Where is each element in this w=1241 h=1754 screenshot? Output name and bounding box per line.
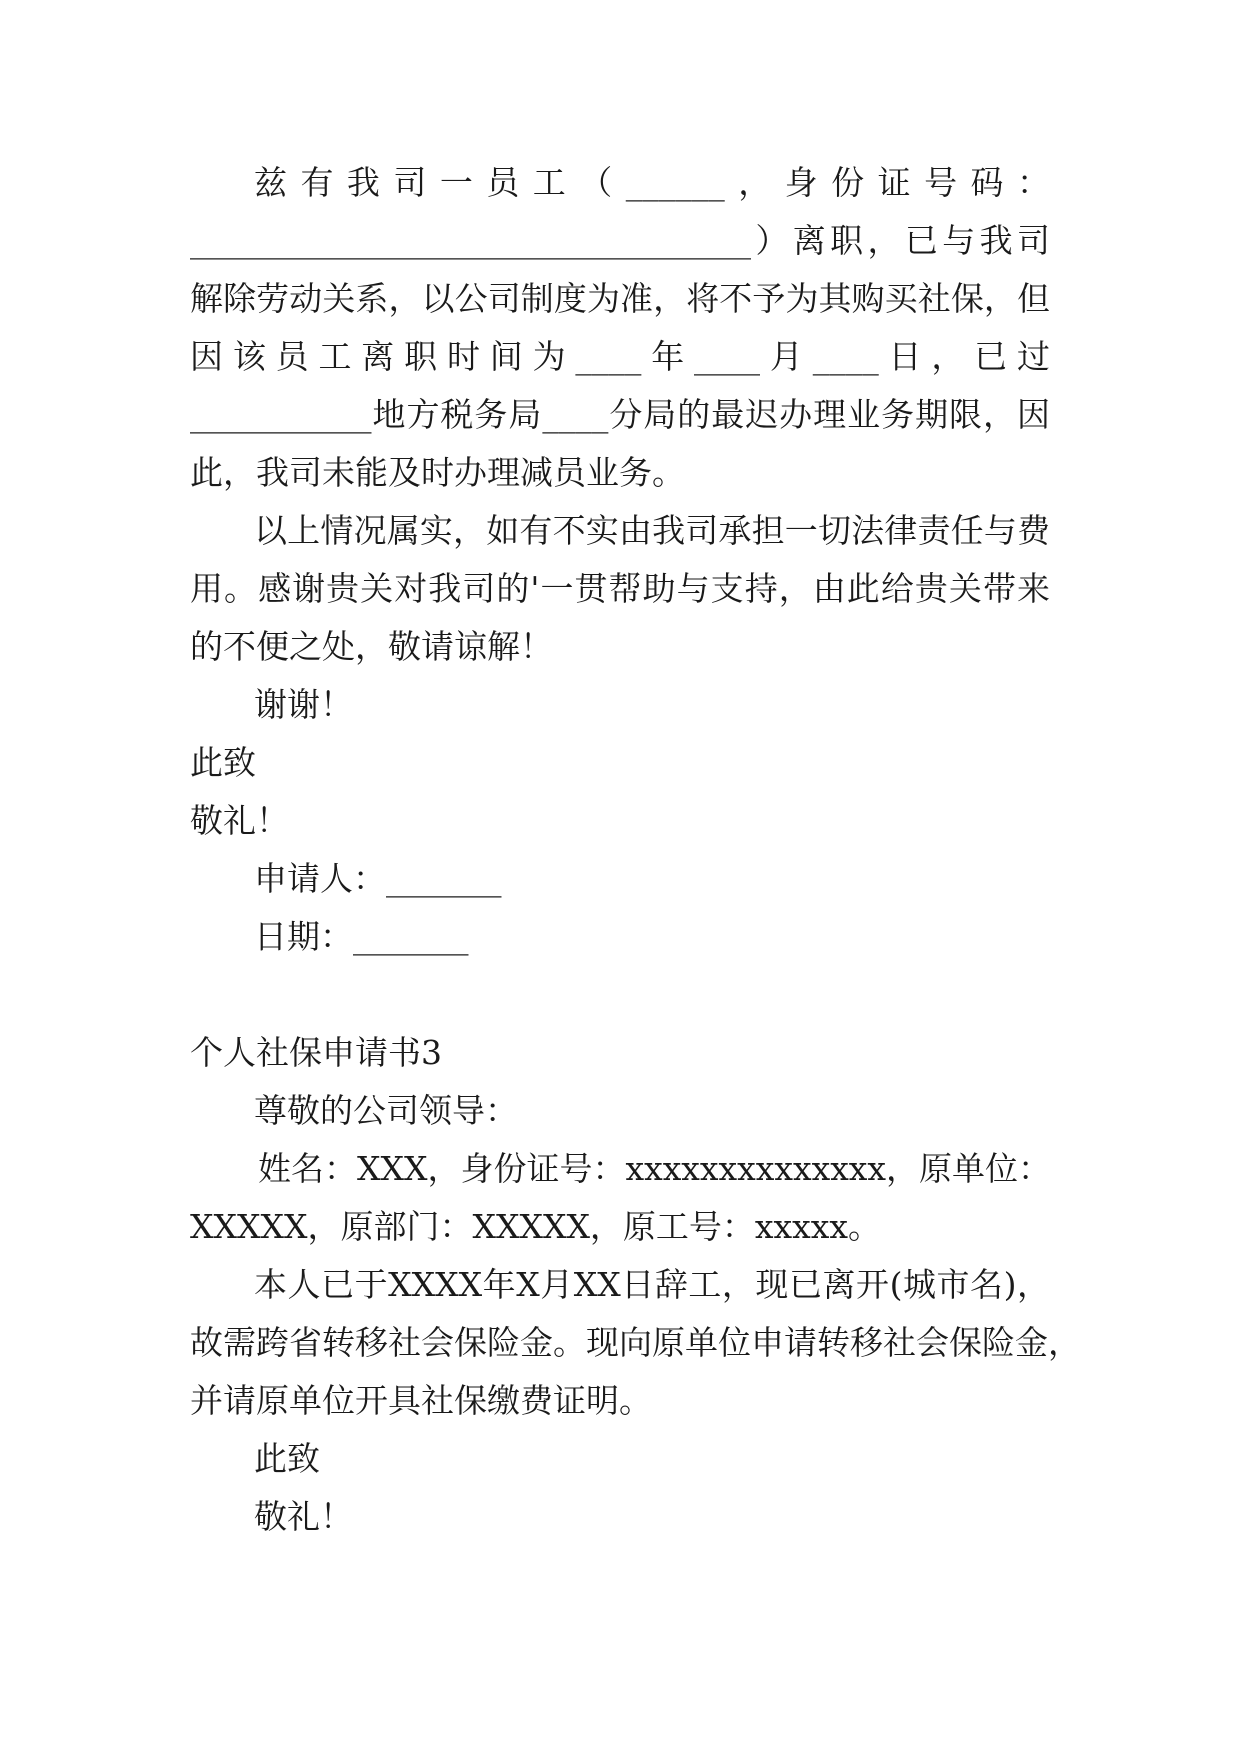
applicant-line: 申请人：_______: [254, 859, 502, 898]
salutation: 尊敬的公司领导：: [254, 1091, 518, 1130]
paragraph-line: __________________________________）离职，已与我司: [190, 221, 1050, 260]
paragraph-line: 兹有我司一员工（______，身份证号码：: [254, 163, 1050, 202]
closing-line: 此致: [190, 743, 256, 782]
thanks-line: 谢谢！: [254, 685, 353, 724]
paragraph-line: XXXXX，原部门：XXXXX，原工号：xxxxx。: [190, 1207, 881, 1246]
closing-line: 敬礼！: [254, 1497, 353, 1536]
paragraph-line: 因该员工离职时间为____年____月____日，已过: [190, 337, 1050, 376]
closing-line: 此致: [254, 1439, 320, 1478]
paragraph-line: 解除劳动关系，以公司制度为准，将不予为其购买社保，但: [190, 279, 1050, 318]
section-title: 个人社保申请书3: [190, 1033, 442, 1072]
paragraph-line: 故需跨省转移社会保险金。现向原单位申请转移社会保险金，: [190, 1323, 1081, 1362]
paragraph-line: 以上情况属实，如有不实由我司承担一切法律责任与费: [254, 511, 1050, 550]
closing-line: 敬礼！: [190, 801, 289, 840]
paragraph-line: 用。感谢贵关对我司的'一贯帮助与支持，由此给贵关带来: [190, 569, 1050, 608]
paragraph-line: ___________地方税务局____分局的最迟办理业务期限，因: [190, 395, 1050, 434]
paragraph-line: 此，我司未能及时办理减员业务。: [190, 453, 685, 492]
date-line: 日期：_______: [254, 917, 469, 956]
paragraph-line: 的不便之处，敬请谅解！: [190, 627, 553, 666]
paragraph-line: 本人已于XXXX年X月XX日辞工，现已离开(城市名)，: [254, 1265, 1050, 1304]
paragraph-line: 姓名：XXX，身份证号：xxxxxxxxxxxxxx，原单位：: [258, 1149, 1052, 1188]
paragraph-line: 并请原单位开具社保缴费证明。: [190, 1381, 652, 1420]
